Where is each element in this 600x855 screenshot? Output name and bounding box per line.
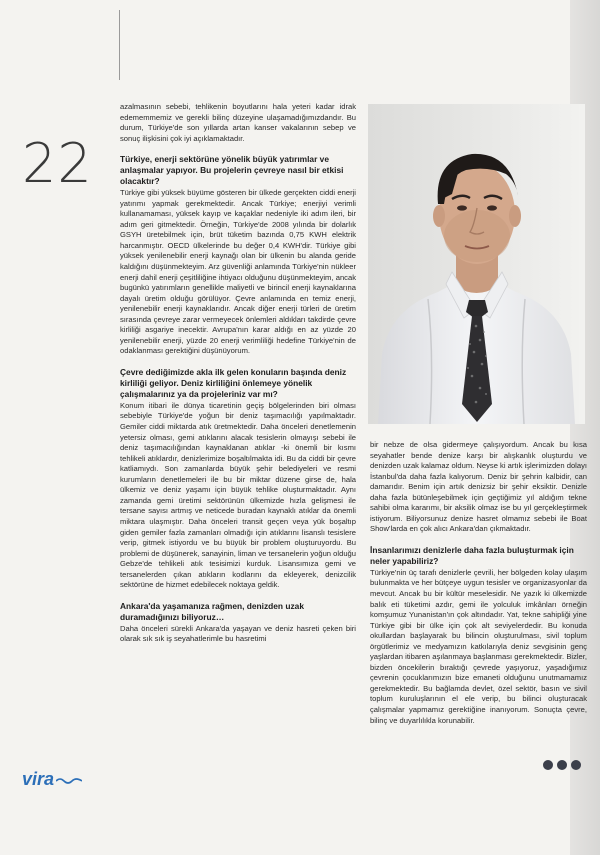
dot-icon	[543, 760, 553, 770]
vira-logo-text: vira	[22, 769, 55, 789]
left-text-column	[120, 102, 356, 645]
dot-icon	[557, 760, 567, 770]
answer-ankara-continued: bir nebze de olsa gidermeye çalışıyordum. Ancak bu kısa seyahatler bende denize karşı bir alışkanlık oluşturdu ve denizden uzak kalamaz oldum. Neyse ki artık işlerimizden dolayı İstanbul'da daha fazla kalıyorum. Deniz bir şehrin kalbidir, can damarıdır. Benim için artık denizsiz bir şehir eksiktir. Denizle daha fazla bütünleşebilmek için geçtiğimiz yıl aldığım tekne sahibi olma kararımı, bir aksilik olmaz ise bu yıl gerçekleştirmek istiyorum. Biliyorsunuz denize hasret olmamız sebebi ile Boat Show'larda en çok alıcı Ankara'dan çıkmaktadır.	[370, 440, 587, 534]
question-sea-pollution: Çevre dediğimizde akla ilk gelen konuların başında deniz kirliliği geliyor. Deniz kirliliğini önlemeye yönelik çalışmalarınız ya da projeleriniz var mı?	[120, 366, 347, 399]
vira-logo	[22, 769, 82, 790]
page-number: 22	[22, 132, 93, 195]
question-ankara: Ankara'da yaşamanıza rağmen, denizden uzak duramadığınızı biliyoruz…	[120, 600, 304, 622]
portrait-illustration	[368, 104, 585, 424]
question-energy: Türkiye, enerji sektörüne yönelik büyük yatırımlar ve anlaşmalar yapıyor. Bu projelerin çevreye nasıl bir etkisi olacaktır?	[120, 154, 344, 187]
dot-icon	[571, 760, 581, 770]
answer-energy: Türkiye gibi yüksek büyüme gösteren bir ülkede gerçekten ciddi enerji yatırımı yapmak gerekmektedir. Ancak Türkiye; enerjiyi verimli kullanamaması, yüksek kayıp ve kaçaklar nedeniyle iki adım ileri, bir adım geri gitmektedir. Örneğin, Türkiye'de 2008 yılında bir dolarlık GSYH üretebilmek için, brüt tüketim bazında 0,75 KWH elektrik harcanmıştır. OECD ülkelerinde bu değer 0,4 KWH'dir. Türkiye gibi yüksek yenilenebilir enerji kaynağı olan bir ülkenin bu alanda geride kaldığını düşünmekteyim. Arz güvenliği anlamında Türkiye'nin nükleer enerji dahil enerji çeşitliliğine ihtiyacı olduğunu düşünmekteyim, ancak bugünkü yatırımların genellikle maliyetli ve birincil enerji kaynaklarına dayalı üretim olduğu görülüyor. Çevre anlamında en temiz enerji, yenilenebilir enerji kaynaklarıdır. Ancak diğer enerji türleri de üretim sırasında çevreye zarar vermeyecek önlemleri aldıkları takdirde çevre kirliliği asgariye inecektir. Avrupa'nın karar aldığı en az yüzde 20 yenilenebilir enerji, yüzde 20 enerji verimliliği hedefine Türkiye'nin de odaklanması gerektiğini düşünüyorum.	[120, 188, 356, 356]
wave-icon	[56, 776, 82, 784]
answer-sea-pollution: Konum itibari ile dünya ticaretinin geçiş bölgelerinden biri olması sebebiyle Türkiye'de yoğun bir deniz taşımacılığı yapılmaktadır. Gemiler ciddi miktarda atık üretmektedir. Daha önceleri denetlemenin yetersiz olması, gemi atıklarını alacak tesislerin olmayışı sebebi ile deniz taşımacılığından kaynaklanan atıklar -ki önemli bir kısmı tehlikeli atıklardır, denizlerimize boşaltılmakta idi. Bu da ciddi bir çevre katliamıydı. Son zamanlarda büyük şehir belediyeleri ve resmi kurumların denetlemeleri ile bu bir miktar düzene girse de, hala ülkemiz ve deniz yaşamı için büyük tehlike oluşturmaktadır. Aynı zamanda gemi üretimi sektörünün ülkemizde hızla gelişmesi ile tersane sayısı artmış ve neticede buradan kaynaklı atıklar da önemli miktara ulaşmıştır. Daha önceleri transit geçen veya yük boşaltıp giden gemiler fazla zamanları olmadığı için atıklarını lisanslı tesislere verip, gitmek istiyordu ve bu büyük bir problem oluşturuyordu. Bu problemi de düşünerek, sanayinin, liman ve tersanelerin yoğun olduğu Gebze'de tehlikeli atık tesisimizi kurduk. Lisansımıza gemi ve tersanelerden çıkan atıkların kodlarını da ekleyerek, denizcilik sektörüne de hizmet edebilecek noktaya geldik.	[120, 400, 356, 590]
top-divider-line	[119, 10, 120, 80]
answer-people-and-sea: Türkiye'nin üç tarafı denizlerle çevrili, her bölgeden kolay ulaşım bulunmakta ve her bütçeye uygun tesisler ve organizasyonlar da mevcut. Ancak bu bir kültür meselesidir. Ne yazık ki ülkemizde balık eti tüketimi azdır, gemi ile yolculuk imkânları örneğin komşumuz Yunanistan'ın çok altındadır. Yat, tekne sahipliği yine Türkiye gibi bir ülke için çok alt seviyelerdedir. Bu konuda okullardan başlayarak bu bilincin oluşturulması, sivil toplum örgütlerimiz ve medyamızın katkılarıyla deniz sevgisinin genç yaşlardan itibaren aşılanmaya başlanması gerekmektedir. Bizler, bizden öncekilerin bıraktığı çevrede yaşıyoruz, yaşadığımız çevrenin çocuklarımızın bize emaneti olduğunu unutmamamız gerekmektedir. Bu bağlamda devlet, özel sektör, basın ve sivil toplum kuruluşlarının el ele verip, bu bilinci oluşturacak çalışmalar yapmamız gerektiğine inanıyorum. Sonuçta çevre, bilinç ve duyarlılıkla korunabilir.	[370, 567, 587, 725]
right-text-column	[370, 440, 587, 726]
answer-ankara-start: Daha önceleri sürekli Ankara'da yaşayan ve deniz hasreti çeken biri olarak sık sık iş seyahatlerimle bu hasretimi	[120, 623, 356, 644]
page-end-dots	[543, 760, 583, 772]
question-people-and-sea: İnsanlarımızı denizlerle daha fazla buluşturmak için neler yapabiliriz?	[370, 544, 574, 566]
intro-paragraph: azalmasının sebebi, tehlikenin boyutlarını hala yeteri kadar idrak edememmemiz ve gerekli bilinç düzeyine ulaşamadığımızdandır. Bu durum, Türkiye'de son yıllarda artan kanser vakalarının sebep ve sonuç ilişkisini çok iyi açıklamaktadır.	[120, 102, 356, 143]
portrait-photo	[368, 104, 585, 424]
